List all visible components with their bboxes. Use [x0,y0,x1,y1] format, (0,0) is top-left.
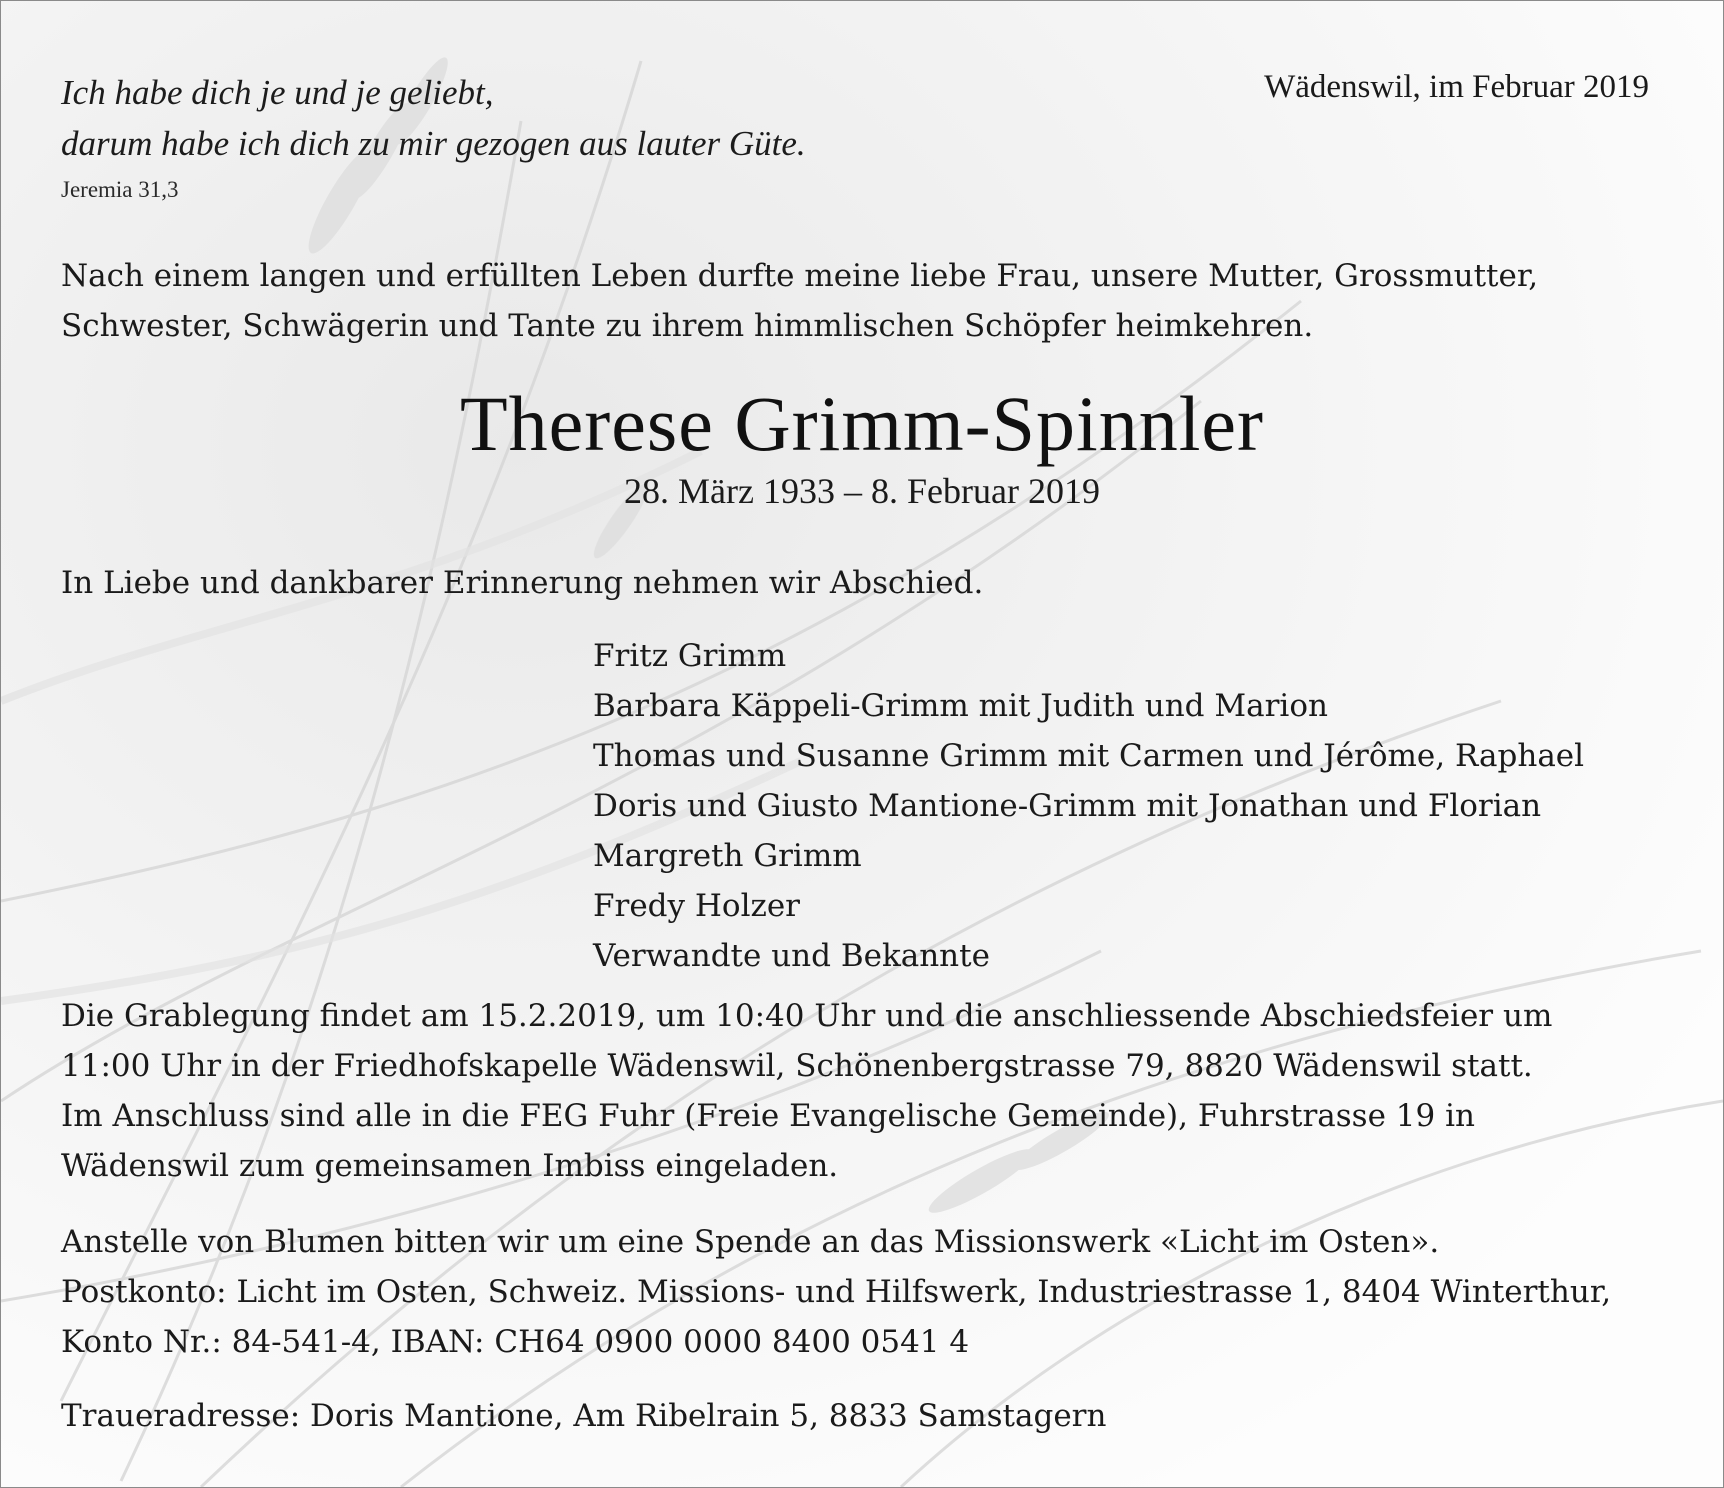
verse-line-1: Ich habe dich je und je geliebt, [61,73,494,112]
place-and-date: Wädenswil, im Februar 2019 [1264,69,1649,105]
donation-paragraph [61,1217,1611,1367]
verse-line-2: darum habe ich dich zu mir gezogen aus lauter Güte. [61,124,806,163]
donation-line-3: Konto Nr.: 84-541-4, IBAN: CH64 0900 0000 8400 0541 4 [61,1324,970,1360]
mourner-item: Fredy Holzer [593,888,800,924]
mourner-item: Barbara Käppeli-Grimm mit Judith und Marion [593,688,1328,724]
mourner-item: Margreth Grimm [593,838,862,874]
mourning-address: Traueradresse: Doris Mantione, Am Ribelrain 5, 8833 Samstagern [61,1398,1107,1434]
funeral-line-3: Im Anschluss sind alle in die FEG Fuhr (Freie Evangelische Gemeinde), Fuhrstrasse 19 in [61,1098,1475,1134]
mourner-item: Fritz Grimm [593,638,787,674]
donation-line-1: Anstelle von Blumen bitten wir um eine Spende an das Missionswerk «Licht im Osten». [61,1224,1440,1260]
mourner-item: Doris und Giusto Mantione-Grimm mit Jonathan und Florian [593,788,1542,824]
bible-verse [61,67,806,169]
intro-paragraph [61,251,1538,351]
funeral-line-2: 11:00 Uhr in der Friedhofskapelle Wädenswil, Schönenbergstrasse 79, 8820 Wädenswil statt. [61,1048,1533,1084]
funeral-line-4: Wädenswil zum gemeinsamen Imbiss eingeladen. [61,1148,839,1184]
life-dates: 28. März 1933 – 8. Februar 2019 [624,471,1100,511]
intro-line-1: Nach einem langen und erfüllten Leben durfte meine liebe Frau, unsere Mutter, Grossmutter, [61,258,1539,294]
intro-line-2: Schwester, Schwägerin und Tante zu ihrem himmlischen Schöpfer heimkehren. [61,308,1314,344]
farewell-line: In Liebe und dankbarer Erinnerung nehmen wir Abschied. [61,565,984,601]
deceased-name: Therese Grimm-Spinnler [460,380,1264,467]
mourner-item: Verwandte und Bekannte [593,938,990,974]
donation-line-2: Postkonto: Licht im Osten, Schweiz. Missions- und Hilfswerk, Industriestrasse 1, 8404 Winterthur, [61,1274,1612,1310]
funeral-line-1: Die Grablegung findet am 15.2.2019, um 10:40 Uhr und die anschliessende Abschiedsfeier um [61,998,1553,1034]
mourners-list [593,631,1584,981]
funeral-paragraph [61,991,1552,1191]
verse-reference: Jeremia 31,3 [61,177,179,202]
mourner-item: Thomas und Susanne Grimm mit Carmen und Jérôme, Raphael [593,738,1585,774]
